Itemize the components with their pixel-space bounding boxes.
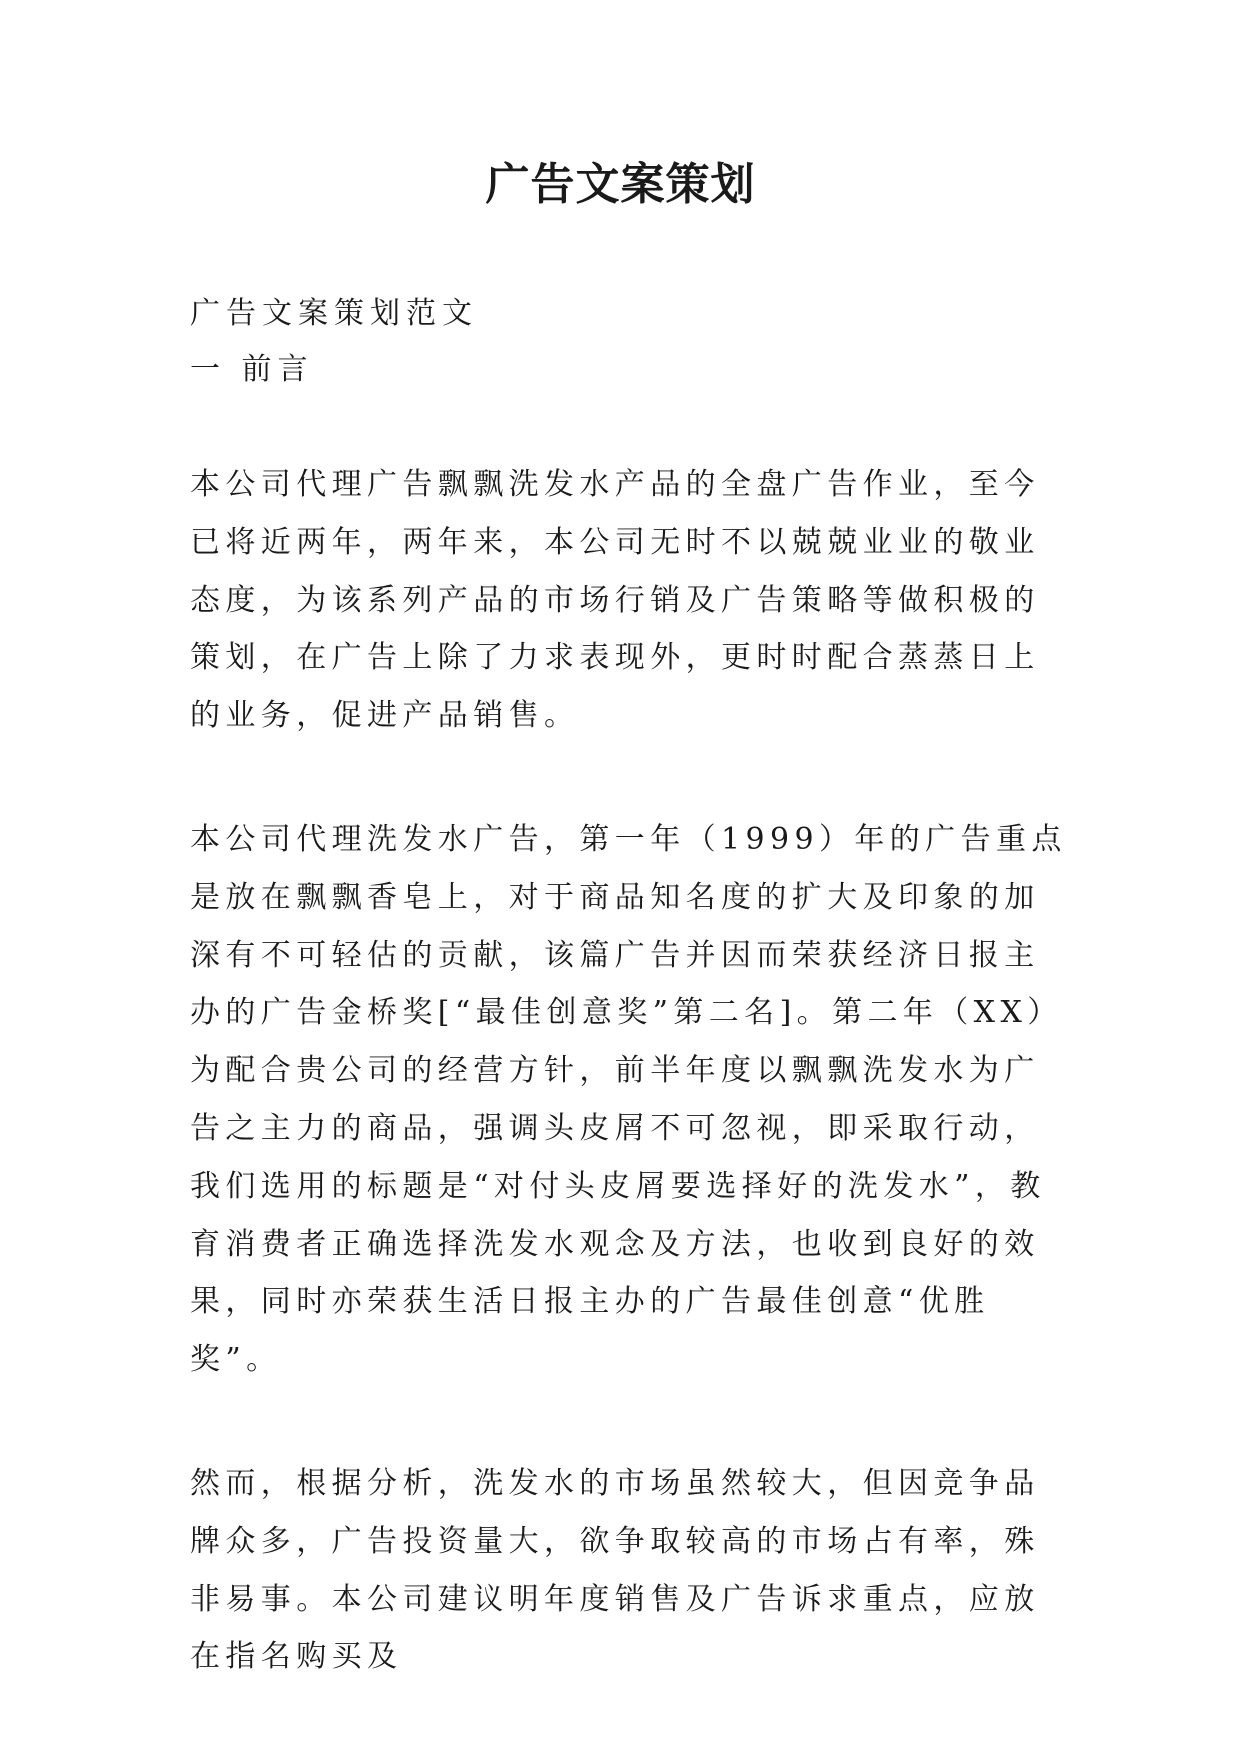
paragraph-1: 本公司代理广告飘飘洗发水产品的全盘广告作业，至今已将近两年，两年来，本公司无时不以兢兢业业的敬业态度，为该系列产品的市场行销及广告策略等做积极的策划，在广告上除了力求表现外，更时时配合蒸蒸日上的业务，促进产品销售。 — [190, 467, 1040, 734]
section-heading: 一 前言 — [190, 352, 314, 387]
paragraph-2: 本公司代理洗发水广告，第一年（1999）年的广告重点是放在飘飘香皂上，对于商品知名度的扩大及印象的加深有不可轻估的贡献，该篇广告并因而荣获经济日报主办的广告金桥奖[“最佳创意奖”第二名]。第二年（XX）为配合贵公司的经营方针，前半年度以飘飘洗发水为广告之主力的商品，强调头皮屑不可忽视，即采取行动，我们选用的标题是“对付头皮屑要选择好的洗发水”，教育消费者正确选择洗发水观念及方法，也收到良好的效果，同时亦荣获生活日报主办的广告最佳创意“优胜奖”。 — [190, 821, 1067, 1378]
paragraph-3: 然而，根据分析，洗发水的市场虽然较大，但因竞争品牌众多，广告投资量大，欲争取较高的市场占有率，殊非易事。本公司建议明年度销售及广告诉求重点，应放在指名购买及 — [190, 1465, 1040, 1675]
document-title: 广告文案策划 — [485, 159, 756, 210]
document-body — [190, 290, 1070, 1752]
document-subtitle: 广告文案策划范文 — [190, 296, 478, 331]
